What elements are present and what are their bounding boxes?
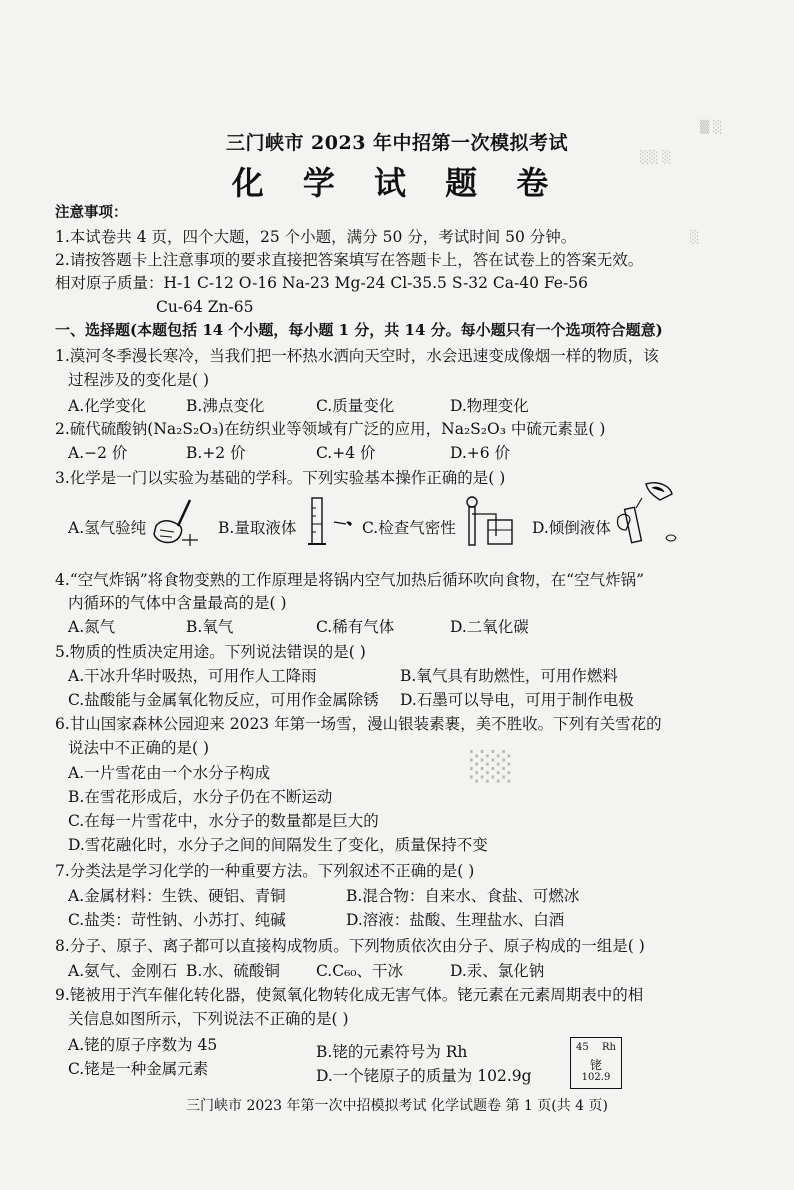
airtightness-check-figure — [460, 494, 522, 550]
page-footer: 三门峡市 2023 年第一次中招模拟考试 化学试题卷 第 1 页(共 4 页) — [186, 1098, 608, 1114]
atomic-number: 45 — [576, 1042, 589, 1053]
question-1-option-b: B.沸点变化 — [186, 397, 265, 415]
question-5-option-c: C.盐酸能与金属氧化物反应，可用作金属除锈 — [68, 691, 379, 709]
question-2-option-a: A.−2 价 — [68, 444, 128, 462]
question-4-stem-cont: 内循环的气体中含量最高的是( ) — [68, 594, 287, 612]
question-5-option-d: D.石墨可以导电，可用于制作电极 — [400, 691, 634, 709]
atomic-masses-continued: Cu-64 Zn-65 — [156, 298, 254, 316]
question-4-stem: 4.“空气炸锅”将食物变熟的工作原理是将锅内空气加热后循环吹向食物，在“空气炸锅” — [55, 571, 644, 589]
question-6-option-d: D.雪花融化时，水分子之间的间隔发生了变化，质量保持不变 — [68, 836, 488, 854]
atomic-masses-values: H-1 C-12 O-16 Na-23 Mg-24 Cl-35.5 S-32 Ca-40 Fe-56 — [163, 274, 588, 292]
question-7-option-b: B.混合物：自来水、食盐、可燃冰 — [346, 887, 580, 905]
question-8-option-a: A.氨气、金刚石 — [68, 962, 178, 980]
question-3-option-a: A.氢气验纯 — [68, 519, 147, 537]
graduated-cylinder-figure — [300, 494, 358, 550]
exam-title: 三门峡市 2023 年中招第一次模拟考试 — [225, 132, 569, 154]
question-6-stem: 6.甘山国家森林公园迎来 2023 年第一场雪，漫山银装素裹，美不胜收。下列有关雪花的 — [55, 715, 662, 733]
question-5-stem: 5.物质的性质决定用途。下列说法错误的是( ) — [55, 643, 366, 661]
atomic-masses-label: 相对原子质量： — [55, 274, 164, 292]
question-4-option-a: A.氮气 — [68, 618, 116, 636]
hydrogen-purity-test-figure — [150, 496, 208, 548]
atomic-masses — [55, 273, 588, 293]
question-9-stem-cont: 关信息如图所示，下列说法不正确的是( ) — [68, 1010, 349, 1028]
question-1-option-c: C.质量变化 — [316, 397, 395, 415]
atomic-mass: 102.9 — [581, 1072, 611, 1083]
bleed-through-mark: ▒ ░ — [700, 120, 723, 134]
question-8-option-b: B.水、硫酸铜 — [186, 962, 280, 980]
notes-heading: 注意事项： — [55, 204, 128, 221]
element-name: 铑 — [589, 1058, 602, 1072]
question-2-stem: 2.硫代硫酸钠(Na₂S₂O₃)在纺织业等领域有广泛的应用，Na₂S₂O₃ 中硫元素显( ) — [55, 420, 606, 438]
bleed-through-mark: ░░ ░ — [640, 150, 672, 164]
question-6-option-c: C.在每一片雪花中，水分子的数量都是巨大的 — [68, 812, 379, 830]
question-4-option-b: B.氧气 — [186, 618, 234, 636]
bleed-through-mark: ░ — [690, 230, 700, 244]
question-2-option-c: C.+4 价 — [316, 444, 376, 462]
question-3-option-c: C.检查气密性 — [362, 519, 456, 537]
question-1-stem-cont: 过程涉及的变化是( ) — [68, 371, 210, 389]
question-9-option-d: D.一个铑原子的质量为 102.9g — [316, 1067, 532, 1085]
question-7-option-a: A.金属材料：生铁、硬铝、青铜 — [68, 887, 286, 905]
question-3-option-b: B.量取液体 — [218, 519, 297, 537]
question-9-stem: 9.铑被用于汽车催化转化器，使氮氧化物转化成无害气体。铑元素在元素周期表中的相 — [55, 986, 644, 1004]
question-6-option-b: B.在雪花形成后，水分子仍在不断运动 — [68, 788, 333, 806]
subject-title: 化 学 试 题 卷 — [231, 164, 563, 202]
question-3-stem: 3.化学是一门以实验为基础的学科。下列实验基本操作正确的是( ) — [55, 469, 506, 487]
question-9-option-c: C.铑是一种金属元素 — [68, 1060, 209, 1078]
question-7-option-c: C.盐类：苛性钠、小苏打、纯碱 — [68, 911, 286, 929]
question-7-stem: 7.分类法是学习化学的一种重要方法。下列叙述不正确的是( ) — [55, 862, 475, 880]
question-4-option-d: D.二氧化碳 — [450, 618, 529, 636]
question-6-stem-cont: 说法中不正确的是( ) — [68, 739, 210, 757]
bleed-through-mark: ░░ — [470, 750, 514, 783]
notes-line-2: 2.请按答题卡上注意事项的要求直接把答案填写在答题卡上，答在试卷上的答案无效。 — [55, 251, 644, 269]
periodic-table-cell — [570, 1037, 622, 1089]
question-1-stem: 1.漠河冬季漫长寒冷，当我们把一杯热水洒向天空时，水会迅速变成像烟一样的物质，该 — [55, 347, 659, 365]
pouring-liquid-figure — [612, 478, 684, 550]
section-1-heading: 一、选择题(本题包括 14 个小题，每小题 1 分，共 14 分。每小题只有一个选项符合题意) — [55, 321, 663, 339]
element-symbol: Rh — [602, 1042, 616, 1053]
question-2-option-b: B.+2 价 — [186, 444, 246, 462]
question-7-option-d: D.溶液：盐酸、生理盐水、白酒 — [346, 911, 565, 929]
question-5-option-b: B.氧气具有助燃性，可用作燃料 — [400, 667, 618, 685]
notes-line-1: 1.本试卷共 4 页，四个大题，25 个小题，满分 50 分，考试时间 50 分钟。 — [55, 228, 577, 246]
question-6-option-a: A.一片雪花由一个水分子构成 — [68, 764, 271, 782]
question-1-option-d: D.物理变化 — [450, 397, 529, 415]
question-9-option-b: B.铑的元素符号为 Rh — [316, 1043, 468, 1061]
question-8-option-c: C.C₆₀、干冰 — [316, 962, 404, 980]
question-3-option-d: D.倾倒液体 — [532, 519, 611, 537]
question-4-option-c: C.稀有气体 — [316, 618, 395, 636]
question-5-option-a: A.干冰升华时吸热，可用作人工降雨 — [68, 667, 317, 685]
question-9-option-a: A.铑的原子序数为 45 — [68, 1036, 218, 1054]
question-1-option-a: A.化学变化 — [68, 397, 147, 415]
question-8-option-d: D.汞、氯化钠 — [450, 962, 545, 980]
question-8-stem: 8.分子、原子、离子都可以直接构成物质。下列物质依次由分子、原子构成的一组是( ) — [55, 937, 645, 955]
question-2-option-d: D.+6 价 — [450, 444, 511, 462]
